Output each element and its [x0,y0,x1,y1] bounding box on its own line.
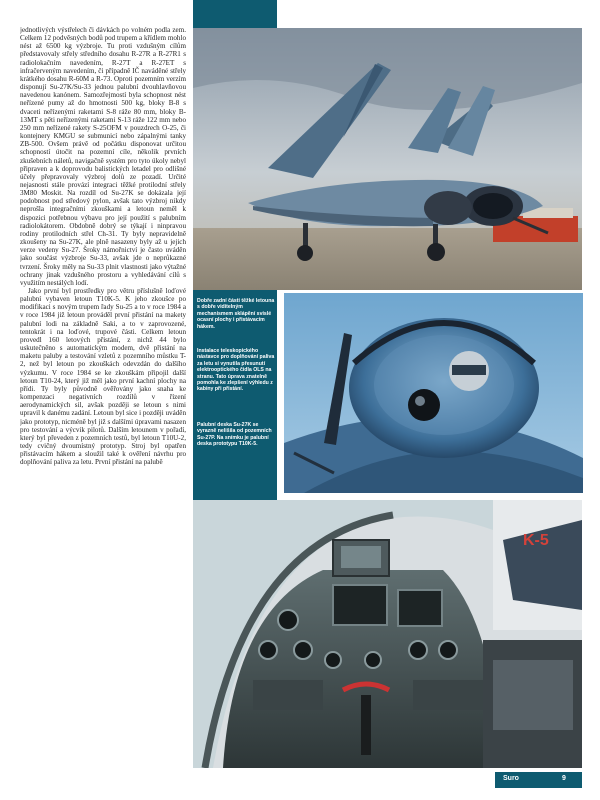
footer-label: Suro [503,775,519,782]
aircraft-folded-wings-photo [193,28,582,290]
caption-wings: Dobře zadní části těžké letouna s dobře viditelným mechanismem sklápění svislé ocasní plochy i přistávacím hákem. [197,298,275,330]
canopy-refuel-probe-photo [284,293,583,493]
article-paragraph-2: Jako první byl prostředky pro větru příslušně loďové palubní vybaven letoun T10K-5. K jeho zkoušce po modifikaci s novým trupem řady Su-25 a to v roce 1984 a v roce 1984 již letoun prováděl první přistání na makety palubní lodi na základně Saki, a to v zaprovozené, tentokrát i na loďové, trupové části. Celkem letoun provedl 160 letových přistání, z nichž 44 bylo uskutečněno s automatickým modem, dvě přistání na maketu paluby a testování vzletů z pozemního můstku T-2, než byl letoun po zkouškách odevzdán do dalšího výzkumu. V roce 1984 se ke zkouškám připojil další letoun T10-24, který již měl jako první kachní plochy na přídi. Ty byly původně ověřovány jako snaha ke kompenzaci negativních rozdílů v řízení aerodynamických sil, avšak později se letoun s nimi upravil k danému zadání. Letoun byl sice i později uváděn jako prototyp, nicméně byl již s dalšími úpravami nasazen pro testování a výcvik pilotů. Dalším letounem v pořadí, který byl převeden z pozemních testů, byl letoun T10U-2, tedy cvičný dvoumístný prototyp. Stroj byl opatřen přistávacím hákem a sloužil také k ověření návrhu pro doplňování paliva za letu. První přistání na palubě [20,287,186,467]
caption-cockpit: Palubní deska Su-27K se vyrazně nelišila od pozemních Su-27P. Na snímku je palubní deska prototypu T10K-5. [197,422,272,448]
tail-marking: K-5 [523,532,549,549]
page-number: 9 [562,775,566,782]
article-text-column [20,26,186,770]
caption-refuel: Instalace teleskopického nástavce pro doplňování paliva za letu si vynutila přesunutí elektrooptického čidla OLS na stranu. Tato úprava znatelně pomohla ke zlepšení výhledu z kabiny při přistání. [197,348,275,393]
cockpit-panel-photo [193,500,582,768]
article-paragraph-1: jednotlivých výstřelech či dávkách po volném podla zem. Celkem 12 podvěsných bodů pod trupem a křídlem mohlo nést až 6500 kg výzbroje. Tu proti vzdušným cílům představovaly střely středního dosahu R-27R a R-27R1 s radiolokačním navedením, R-27T a R-27ET s infračerveným navedením, či případně IČ naváděné střely krátkého dosahu R-60M a R-73. Oproti pozemním verzím disponují Su-27K/Su-33 jednou palubní dvouhlavňovou navedenou kanónem. Samozřejmostí byla schopnost nést neřízené pumy až do hmotnosti 500 kg, bloky B-8 s dvaceti neřízenými raketami S-8 ráže 80 mm, bloky B-13MT s pěti neřízenými raketami S-13 ráže 122 mm nebo 250 mm neřízené rakety S-25OFM v pouzdrech O-25, či kontejnery KMGU se submunicí nebo zápalnými tanky ZB-500. Ovšem právě od počátku disponovat určitou schopností útočit na pozemní cíle, několik prvních zkušebních náletů, navigačně systém pro tyto úkoly nebyl připraven a k doprovodu balistických letadel pro odlišné účely přepravovaly výzbroj dolů ze pozadí. Určité nejasnosti stále provází integraci těžké protilodní střely 3M80 Moskit. Na rozdíl od Su-27K se dokázala její podobnost pod středový pylon, avšak tato výzbroj nikdy neprošla integračními zkouškami a letoun neměl k dispozici potřebnou výbavu pro její použití s palubním radiolokátorem. Obdobně dobrý se týkají i ninpravou rodiny protilodních střel Ch-31. Ty byly nepravidelně zkoušeny na Su-27K, ale plně nasazeny byly až u jejich verze vedeny Su-27. Šroky námořnictví je často uváděn jako součást výzbroje Su-33, avšak jde o neprůkazné tvrzení. Šroky měly na Su-33 plnit vlastnosti jako výtažné ochrany jinak vzdušného prostoru a vyhledávání cílů s využitím nestálých lodí. [20,26,186,287]
